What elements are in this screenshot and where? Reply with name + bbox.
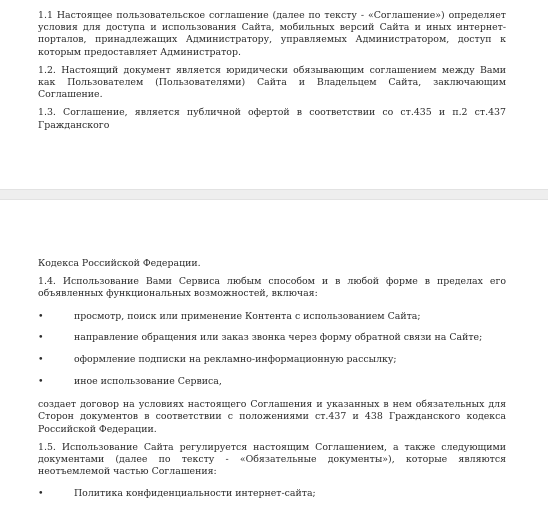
clause-1-3-continuation: Кодекса Российской Федерации.	[38, 258, 201, 269]
list-item-text: иное использование Сервиса,	[74, 376, 222, 387]
bullet-mark: •	[38, 310, 44, 322]
list-item	[38, 332, 506, 344]
list-item	[38, 376, 506, 388]
bullet-mark: •	[38, 376, 44, 387]
clause-1-5: 1.5. Использование Сайта регулируется настоящим Соглашением, а также следующими документами (далее по тексту - «Обязательные документы»), которые являются неотъемлемой частью Соглашения:	[38, 441, 506, 478]
list-item	[38, 488, 506, 500]
document-page-1	[0, 0, 548, 189]
list-item-text: Политика конфиденциальности интернет-сайта;	[74, 488, 316, 500]
document-page-2	[0, 200, 548, 519]
list-item	[38, 311, 506, 323]
clause-1-3: 1.3. Соглашение, является публичной офертой в соответствии со ст.435 и п.2 ст.437 Гражданского	[38, 107, 506, 131]
list-item-text: оформление подписки на рекламно-информационную рассылку;	[74, 354, 397, 366]
list-item-text: направление обращения или заказ звонка через форму обратной связи на Сайте;	[74, 332, 483, 344]
bullet-mark: •	[38, 354, 44, 366]
clause-1-4: 1.4. Использование Вами Сервиса любым способом и в любой форме в пределах его объявленных функциональных возможностей, включая:	[38, 276, 506, 300]
clause-1-4-conclusion: создает договор на условиях настоящего Соглашения и указанных в нем обязательных для Сторон документов в соответствии с положениями ст.437 и 438 Гражданского кодекса Российской Федерации.	[38, 399, 506, 435]
list-item	[38, 354, 506, 366]
list-item-text: просмотр, поиск или применение Контента с использованием Сайта;	[74, 310, 421, 322]
clause-1-2: 1.2. Настоящий документ является юридически обязывающим соглашением между Вами как Пользователем (Пользователями) Сайта и Владельцем Сайта, заключающим Соглашение.	[38, 64, 506, 101]
page-separator	[0, 189, 548, 200]
bullet-mark: •	[38, 332, 44, 344]
bullet-mark: •	[38, 488, 44, 500]
clause-1-1: 1.1 Настоящее пользовательское соглашение (далее по тексту - «Соглашение») определяет условия для доступа и использования Сайта, мобильных версий Сайта и иных интернет-порталов, принадлежащих Администратору, управляемых Администратором, доступ к которым предоставляет Администратор.	[38, 10, 506, 58]
